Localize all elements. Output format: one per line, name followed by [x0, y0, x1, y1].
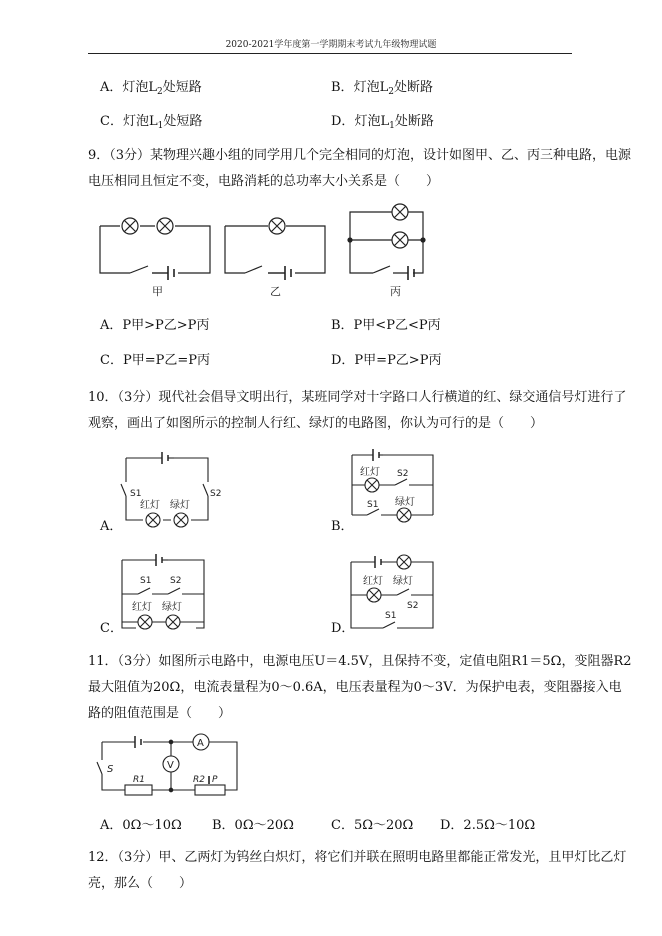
q10a-green-label: 绿灯: [170, 500, 190, 511]
prev-option-c: [100, 113, 202, 135]
p-label: P: [212, 775, 218, 785]
switch-s1-icon: [138, 588, 150, 594]
prev-option-d-tail: 处断路: [394, 114, 434, 129]
q11-line2: 最大阻值为20Ω，电流表量程为0～0.6A，电压表量程为0～3V．为保护电表，变阻器接入电: [88, 680, 622, 695]
q10b-s2-label: S2: [397, 469, 409, 479]
q10a-s2-label: S2: [210, 489, 222, 499]
q11-option-b: B．0Ω～20Ω: [212, 818, 294, 833]
page-header: 2020-2021学年度第一学期期末考试九年级物理试题: [225, 40, 437, 50]
q12-stem: [88, 845, 626, 897]
q9-line1: 9．（3分）某物理兴趣小组的同学用几个完全相同的灯泡，设计如图甲、乙、丙三种电路，电源: [88, 148, 632, 163]
circuit-jia: [100, 218, 210, 298]
q10-option-b: B．: [331, 519, 354, 534]
q10d-s2-label: S2: [407, 601, 419, 611]
q11-line3: 路的阻值范围是（ ）: [88, 706, 232, 721]
q10-option-c: C．: [100, 621, 123, 636]
switch-icon: [245, 266, 262, 273]
prev-option-d-text: 灯泡L: [354, 114, 390, 129]
q10b-green-label: 绿灯: [395, 497, 415, 508]
prev-option-a-tail: 处短路: [162, 80, 202, 95]
prev-option-a-letter: A．: [100, 80, 123, 95]
label-bing: 丙: [390, 285, 401, 298]
battery-icon: [168, 266, 174, 280]
q10a-red-label: 红灯: [140, 500, 160, 511]
q11-line1: 11．（3分）如图所示电路中，电源电压U＝4.5V，且保持不变，定值电阻R1＝5Ω，变阻器R2: [88, 654, 632, 669]
battery-icon: [373, 449, 379, 461]
q10-stem: [88, 385, 626, 437]
prev-option-a-sub: 2: [157, 87, 163, 97]
q10d-red-label: 红灯: [363, 576, 383, 587]
q11-option-c: C．5Ω～20Ω: [331, 818, 414, 833]
q10c-red-label: 红灯: [132, 602, 152, 613]
battery-icon: [135, 736, 141, 748]
prev-option-d-letter: D．: [331, 114, 355, 129]
prev-option-d: [331, 113, 434, 135]
rheostat-r2: [195, 785, 225, 795]
switch-label: S: [107, 764, 114, 775]
switch-s2-icon: [168, 588, 180, 594]
r2-label: R2: [193, 775, 205, 785]
switch-icon: [130, 266, 148, 273]
q10-option-a: A．: [100, 519, 123, 534]
prev-option-c-letter: C．: [100, 114, 123, 129]
q10c-s1-label: S1: [140, 576, 152, 586]
switch-icon: [373, 266, 390, 273]
prev-option-b-text: 灯泡L: [353, 80, 389, 95]
prev-option-c-text: 灯泡L: [122, 114, 158, 129]
switch-s2-icon: [397, 589, 409, 595]
prev-option-a: [100, 79, 202, 101]
battery-icon: [375, 556, 381, 568]
q9-option-a: A．P甲>P乙>P丙: [100, 318, 210, 333]
label-jia: 甲: [152, 285, 163, 298]
q11-option-a: A．0Ω～10Ω: [100, 818, 182, 833]
q10c-green-label: 绿灯: [162, 602, 182, 613]
q10b-s1-label: S1: [367, 500, 379, 510]
q9-option-c: C．P甲=P乙=P丙: [100, 353, 210, 368]
battery-icon: [156, 554, 162, 566]
prev-option-c-tail: 处短路: [163, 114, 203, 129]
q12-line1: 12．（3分）甲、乙两灯为钨丝白炽灯，将它们并联在照明电路里都能正常发光，且甲灯比乙灯: [88, 850, 627, 865]
prev-option-b: [331, 79, 433, 101]
q10c-s2-label: S2: [170, 576, 182, 586]
switch-s1-icon: [121, 484, 126, 496]
switch-s2-icon: [203, 484, 208, 496]
q10-line2: 观察，画出了如图所示的控制人行红、绿灯的电路图，你认为可行的是（ ）: [88, 416, 544, 431]
q10-circuit-b: [345, 445, 445, 530]
q10-circuit-d: [345, 550, 445, 635]
ammeter-label: A: [197, 738, 204, 749]
prev-option-b-tail: 处断路: [393, 80, 433, 95]
prev-option-b-letter: B．: [331, 80, 354, 95]
q11-option-d: D．2.5Ω～10Ω: [440, 818, 536, 833]
switch-icon: [97, 762, 102, 774]
q10d-green-label: 绿灯: [393, 576, 413, 587]
q10b-red-label: 红灯: [360, 467, 380, 478]
q11-stem: [88, 649, 632, 727]
q9-option-d: D．P甲=P乙>P丙: [331, 353, 442, 368]
q12-line2: 亮，那么（ ）: [88, 876, 193, 891]
q9-circuits-figure: [90, 200, 440, 300]
voltmeter-label: V: [167, 760, 174, 771]
battery-icon: [285, 266, 291, 280]
r1-label: R1: [133, 775, 145, 785]
prev-option-c-sub: 1: [157, 121, 164, 131]
prev-option-b-sub: 2: [388, 87, 394, 97]
q10-line1: 10．（3分）现代社会倡导文明出行，某班同学对十字路口人行横道的红、绿交通信号灯进行了: [88, 390, 627, 405]
q9-stem: [88, 143, 631, 195]
resistor-r1: [125, 785, 152, 795]
label-yi: 乙: [270, 285, 281, 298]
circuit-yi: [225, 218, 325, 298]
q9-option-b: B．P甲<P乙<P丙: [331, 318, 441, 333]
q10-circuit-c: [116, 550, 216, 635]
q10a-s1-label: S1: [130, 489, 142, 499]
q10-circuit-a: [118, 448, 222, 538]
q11-circuit-figure: [95, 732, 245, 802]
q9-line2: 电压相同且恒定不变，电路消耗的总功率大小关系是（ ）: [88, 174, 440, 189]
header-divider: [88, 53, 572, 54]
q10d-s1-label: S1: [385, 611, 397, 621]
prev-option-d-sub: 1: [389, 121, 395, 131]
battery-icon: [162, 452, 168, 464]
circuit-bing: [348, 204, 425, 298]
q10-option-d: D．: [331, 621, 355, 636]
prev-option-a-text: 灯泡L: [122, 80, 158, 95]
